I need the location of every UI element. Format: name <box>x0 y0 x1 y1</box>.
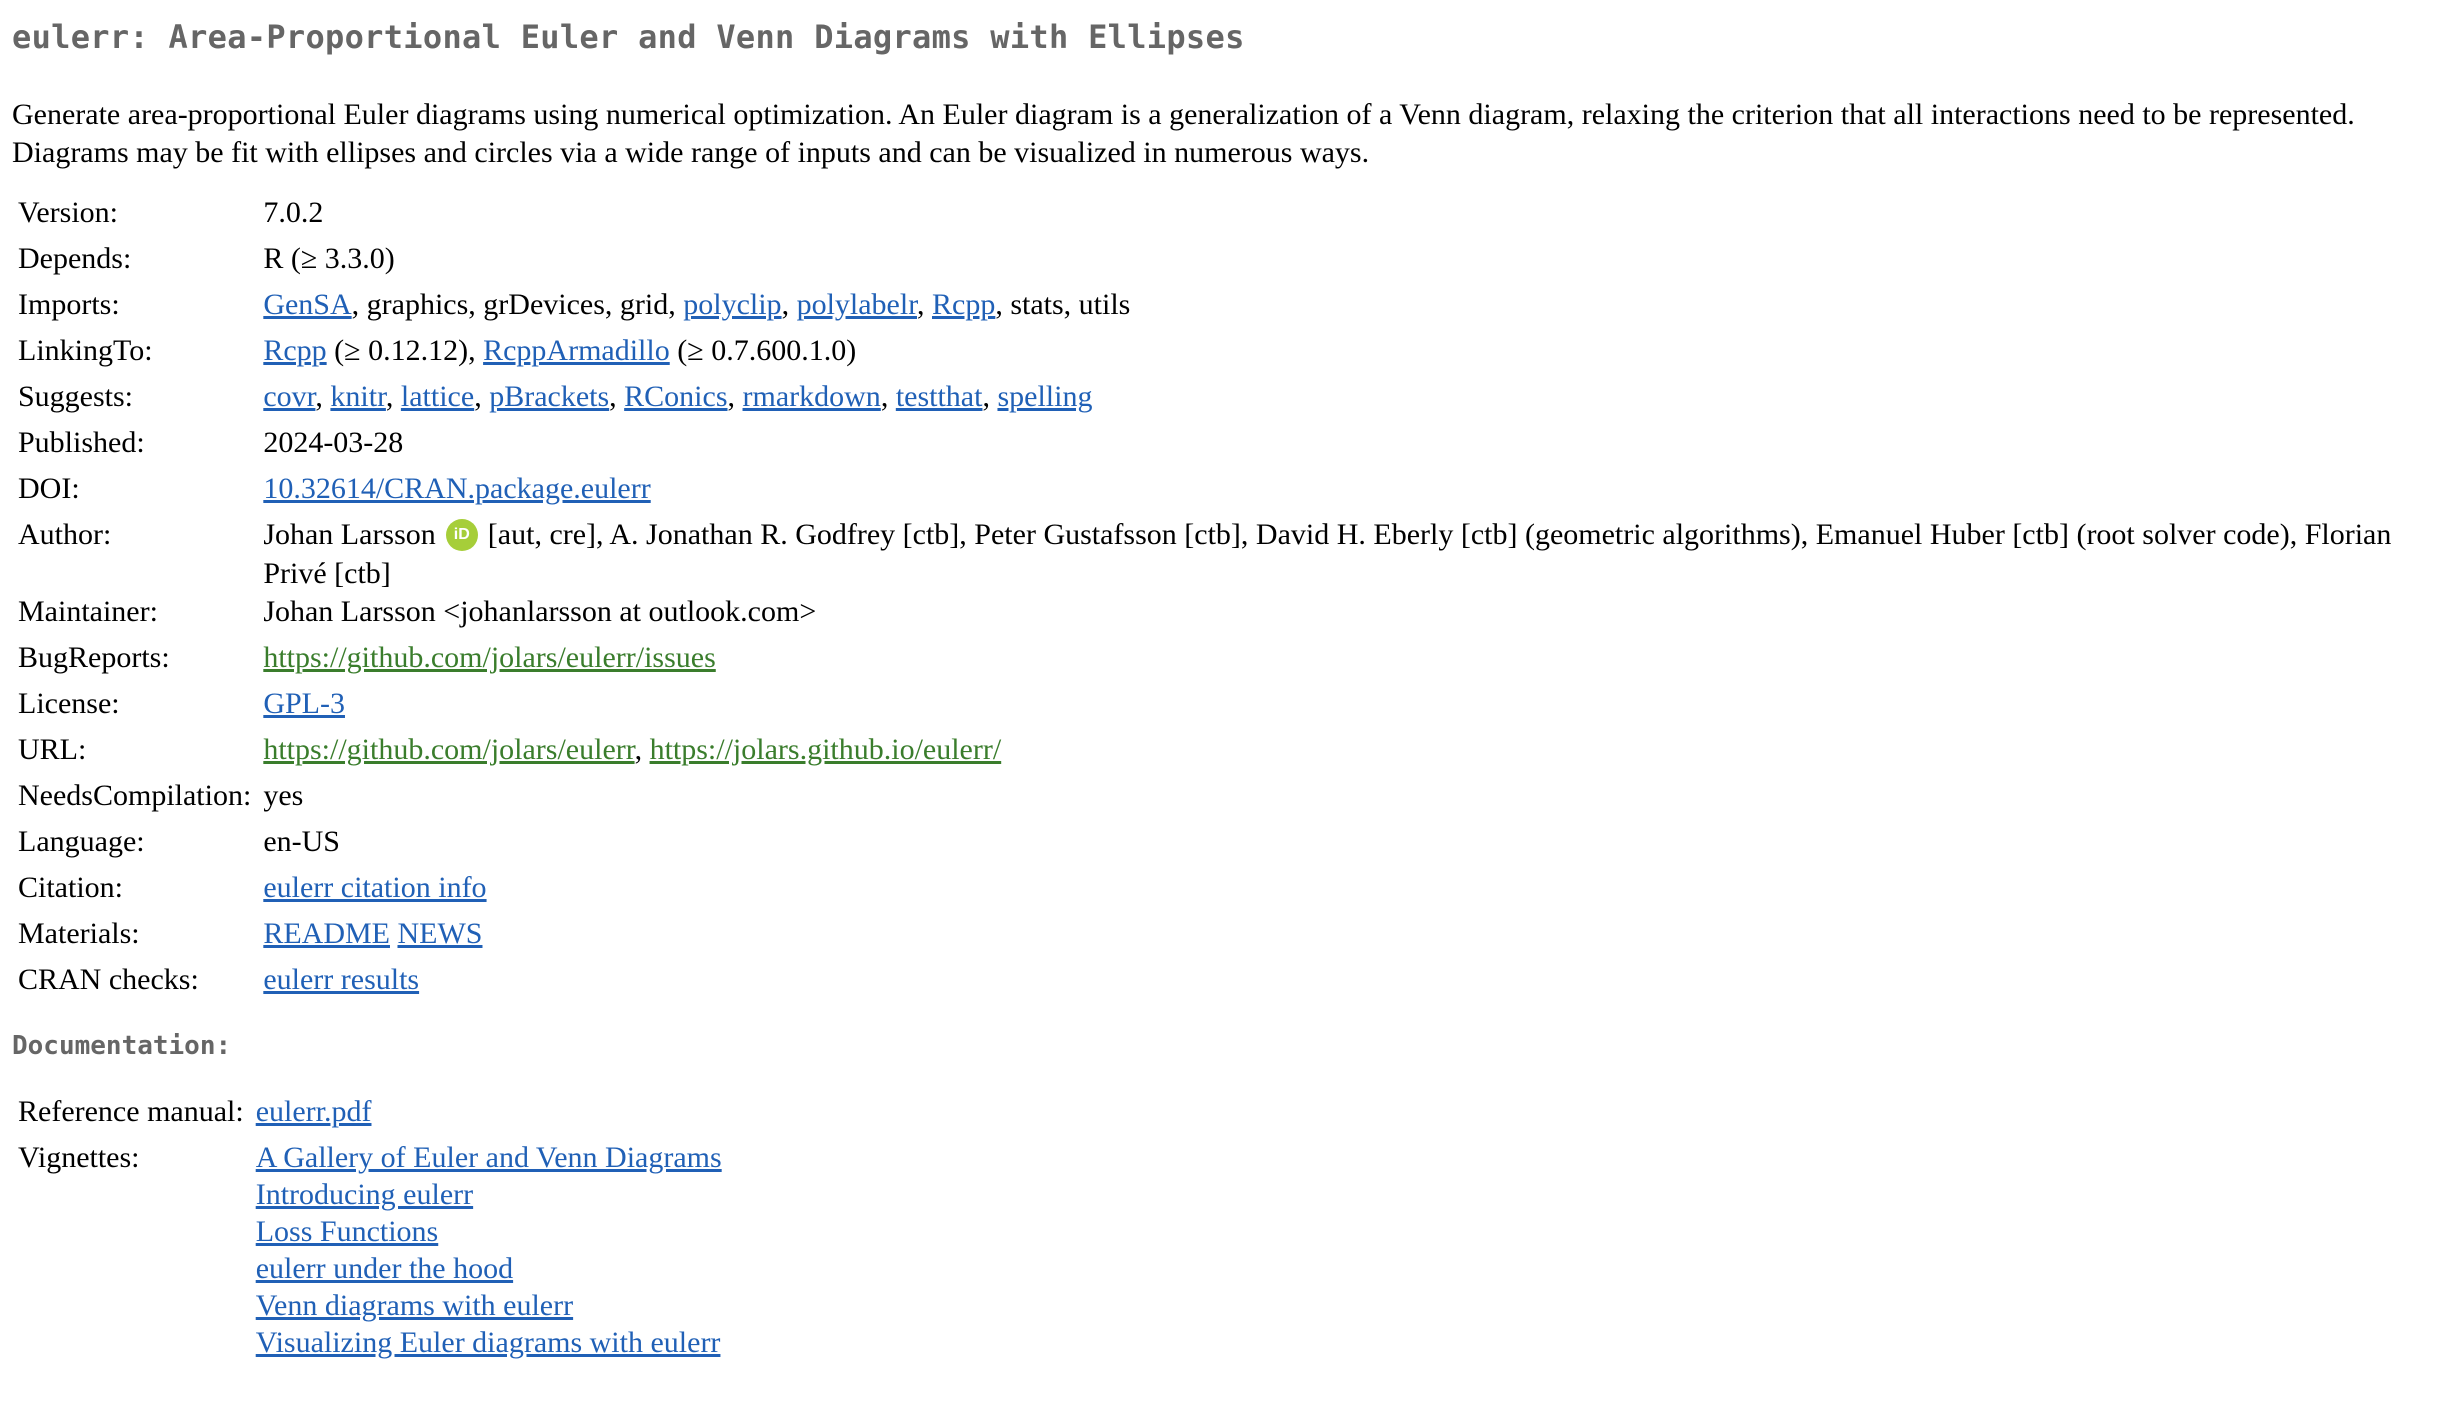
readme-link[interactable]: README <box>263 917 390 951</box>
suggests-separator: , <box>982 380 998 413</box>
vignette-link-venn-diagrams[interactable]: Venn diagrams with eulerr <box>255 1289 574 1323</box>
suggests-separator: , <box>727 380 743 413</box>
suggest-link-rconics[interactable]: RConics <box>624 380 728 413</box>
materials-label: Materials: <box>18 917 140 951</box>
language-label: Language: <box>18 825 145 859</box>
suggest-link-knitr[interactable]: knitr <box>330 380 386 413</box>
package-description: Generate area-proportional Euler diagrams using numerical optimization. An Euler diagram is a generalization of a Venn diagram, relaxing the criterion that all interactions need to be represented. Diagrams may be fit with ellipses and circles via a wide range of inputs and can be visualized in numerous ways. <box>12 98 2355 169</box>
row-url <box>12 731 2429 777</box>
row-linkingto <box>12 332 2429 378</box>
news-link[interactable]: NEWS <box>397 917 483 951</box>
reference-manual-value <box>250 1093 728 1139</box>
imports-separator: , <box>781 288 797 321</box>
row-bugreports <box>12 639 2429 685</box>
published-label: Published: <box>18 426 145 459</box>
materials-value <box>257 915 2429 961</box>
suggests-separator: , <box>609 380 625 413</box>
url-separator: , <box>634 733 650 767</box>
author-value <box>257 516 2429 593</box>
vignettes-label: Vignettes: <box>18 1141 140 1175</box>
depends-value: R (≥ 3.3.0) <box>263 242 395 275</box>
imports-text: , graphics, grDevices, grid, <box>351 288 684 321</box>
suggest-link-testthat[interactable]: testthat <box>895 380 983 413</box>
linkingto-link-rcpp[interactable]: Rcpp <box>263 334 327 367</box>
author-name: Johan Larsson <box>263 518 436 551</box>
needscompilation-label: NeedsCompilation: <box>18 779 252 813</box>
suggest-link-rmarkdown[interactable]: rmarkdown <box>742 380 881 413</box>
suggests-value <box>257 378 2429 424</box>
depends-label: Depends: <box>18 242 132 275</box>
suggest-link-pbrackets[interactable]: pBrackets <box>489 380 610 413</box>
bugreports-link[interactable]: https://github.com/jolars/eulerr/issues <box>263 641 716 675</box>
vignette-link-under-the-hood[interactable]: eulerr under the hood <box>255 1252 514 1286</box>
cranchecks-label: CRAN checks: <box>18 963 199 997</box>
suggest-link-lattice[interactable]: lattice <box>400 380 475 413</box>
version-value: 7.0.2 <box>263 196 324 229</box>
cranchecks-link[interactable]: eulerr results <box>263 963 420 997</box>
bugreports-value <box>257 639 2429 685</box>
row-suggests <box>12 378 2429 424</box>
row-imports <box>12 286 2429 332</box>
documentation-table <box>12 1093 728 1361</box>
citation-label: Citation: <box>18 871 123 905</box>
url-value <box>257 731 2429 777</box>
documentation-heading: Documentation: <box>12 1031 232 1062</box>
url-label: URL: <box>18 733 87 767</box>
linkingto-label: LinkingTo: <box>18 334 153 367</box>
reference-manual-label: Reference manual: <box>18 1095 244 1129</box>
row-citation <box>12 869 2429 915</box>
package-metadata-table <box>12 194 2429 1007</box>
language-value: en-US <box>263 825 340 859</box>
row-license <box>12 685 2429 731</box>
suggest-link-covr[interactable]: covr <box>263 380 316 413</box>
imports-separator: , <box>917 288 932 321</box>
suggests-separator: , <box>474 380 490 413</box>
row-author <box>12 516 2429 593</box>
needscompilation-value: yes <box>263 779 304 813</box>
reference-manual-link[interactable]: eulerr.pdf <box>255 1095 372 1129</box>
page-title: eulerr: Area-Proportional Euler and Venn Diagrams with Ellipses <box>12 18 1245 56</box>
row-materials <box>12 915 2429 961</box>
license-label: License: <box>18 687 120 721</box>
bugreports-label: BugReports: <box>18 641 170 675</box>
url-link-site[interactable]: https://jolars.github.io/eulerr/ <box>649 733 1002 767</box>
suggests-separator: , <box>315 380 331 413</box>
published-value: 2024-03-28 <box>263 426 404 459</box>
maintainer-label: Maintainer: <box>18 595 158 629</box>
doi-value <box>257 470 2429 516</box>
imports-text-tail: , stats, utils <box>995 288 1131 321</box>
row-version <box>12 194 2429 240</box>
license-value <box>257 685 2429 731</box>
author-label: Author: <box>18 518 112 551</box>
cranchecks-value <box>257 961 2429 1007</box>
row-cranchecks <box>12 961 2429 1007</box>
row-depends <box>12 240 2429 286</box>
version-label: Version: <box>18 196 118 229</box>
author-details: [aut, cre], A. Jonathan R. Godfrey [ctb], Peter Gustafsson [ctb], David H. Eberly [ctb] (geometric algorithms), Emanuel Huber [ctb] (root solver code), Florian Privé [ctb] <box>263 518 2392 591</box>
doi-label: DOI: <box>18 472 80 505</box>
row-vignettes <box>12 1139 728 1361</box>
doi-link[interactable]: 10.32614/CRAN.package.eulerr <box>263 472 651 505</box>
orcid-icon[interactable]: iD <box>446 519 478 551</box>
maintainer-value: Johan Larsson <johanlarsson at outlook.com> <box>263 595 817 629</box>
import-link-gensa[interactable]: GenSA <box>263 288 352 321</box>
vignettes-list <box>250 1139 728 1361</box>
suggests-label: Suggests: <box>18 380 134 413</box>
suggests-separator: , <box>880 380 896 413</box>
linkingto-rcpparmadillo-version: (≥ 0.7.600.1.0) <box>669 334 857 367</box>
row-needscompilation <box>12 777 2429 823</box>
import-link-rcpp[interactable]: Rcpp <box>932 288 996 321</box>
vignette-link-introducing[interactable]: Introducing eulerr <box>255 1178 474 1212</box>
row-published <box>12 424 2429 470</box>
citation-value <box>257 869 2429 915</box>
imports-label: Imports: <box>18 288 120 321</box>
license-link[interactable]: GPL-3 <box>263 687 345 721</box>
linkingto-rcpp-version: (≥ 0.12.12), <box>326 334 484 367</box>
row-reference-manual <box>12 1093 728 1139</box>
vignette-link-gallery[interactable]: A Gallery of Euler and Venn Diagrams <box>255 1141 722 1175</box>
linkingto-value <box>257 332 2429 378</box>
import-link-polylabelr[interactable]: polylabelr <box>796 288 917 321</box>
row-maintainer <box>12 593 2429 639</box>
citation-link[interactable]: eulerr citation info <box>263 871 487 905</box>
url-link-github[interactable]: https://github.com/jolars/eulerr <box>263 733 635 767</box>
row-language <box>12 823 2429 869</box>
import-link-polyclip[interactable]: polyclip <box>683 288 782 321</box>
imports-value <box>257 286 2429 332</box>
vignette-link-loss-functions[interactable]: Loss Functions <box>255 1215 439 1249</box>
suggests-separator: , <box>385 380 401 413</box>
linkingto-link-rcpparmadillo[interactable]: RcppArmadillo <box>483 334 670 367</box>
row-doi <box>12 470 2429 516</box>
suggest-link-spelling[interactable]: spelling <box>997 380 1093 413</box>
vignette-link-visualizing[interactable]: Visualizing Euler diagrams with eulerr <box>255 1326 721 1360</box>
